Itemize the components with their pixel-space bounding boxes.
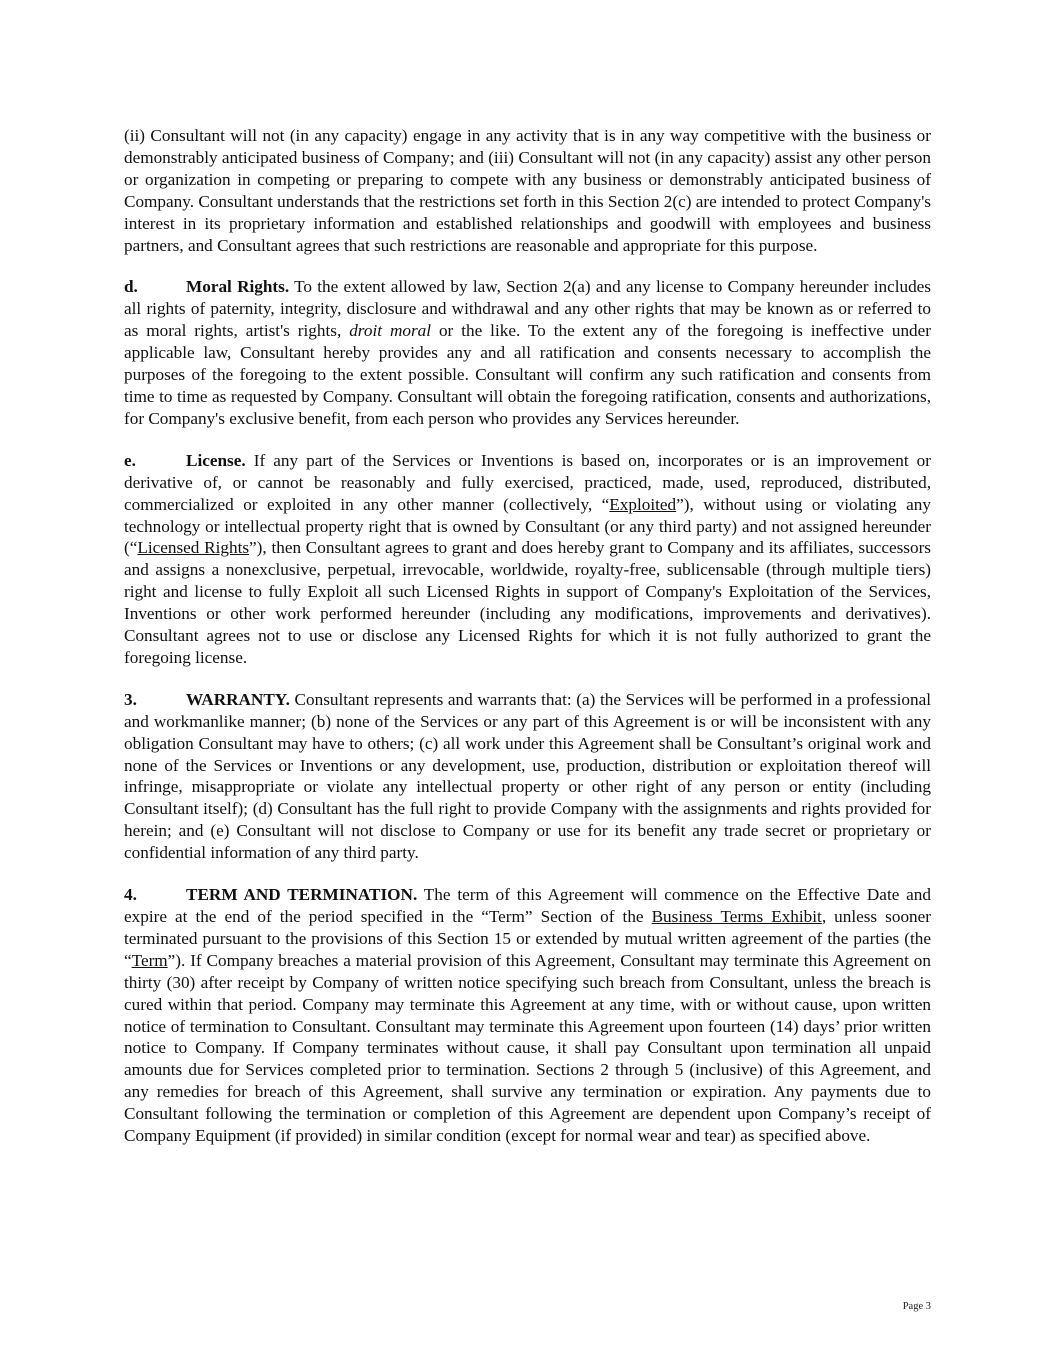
paragraph-text: or the like. To the extent any of the foregoing is ineffective under applicable law, Consultant hereby provides any and all ratification and consents necessary to accomplish the purposes of the foregoing to the extent possible. Consultant will confirm any such ratification and consents from time to time as requested by Company. Consultant will obtain the foregoing ratification, consents and authorizations, for Company's exclusive benefit, from each person who provides any Services hereunder. (124, 321, 932, 428)
paragraph-2c-continued (124, 125, 931, 256)
section-heading: License. (186, 450, 246, 470)
paragraph-text: (ii) Consultant will not (in any capacity) engage in any activity that is in any way competitive with the business or demonstrably anticipated business of Company; and (iii) Consultant will not (in any capacity) assist any other person or organization in competing or preparing to compete with any business or demonstrably anticipated business of Company. Consultant understands that the restrictions set forth in this Section 2(c) are intended to protect Company's interest in its proprietary information and established relationships and goodwill with employees and business partners, and Consultant agrees that such restrictions are reasonable and appropriate for this purpose. (124, 126, 931, 255)
section-heading: WARRANTY. (186, 689, 290, 709)
paragraph-text: The term of this Agreement will commence on the Effective Date and expire at the end of the period specified in the “Term” Section of the (124, 885, 931, 926)
section-number: e. (124, 450, 136, 470)
defined-term-term: Term (131, 950, 168, 970)
paragraph-text: If any part of the Services or Inventions is based on, incorporates or is an improvement or derivative of, or cannot be reasonably and fully exercised, practiced, made, used, reproduced, distributed, commercialized or exploited in any other manner (collectively, “ (124, 450, 931, 514)
document-page (124, 125, 931, 1167)
paragraph-text: Consultant represents and warrants that: (a) the Services will be performed in a professional and workmanlike manner; (b) none of the Services or any part of this Agreement is or will be inconsistent with any obligation Consultant may have to others; (c) all work under this Agreement shall be Consultant’s original work and none of the Services or Inventions or any development, use, production, distribution or exploitation thereof will infringe, misappropriate or violate any intellectual property or other right of any person or entity (including Consultant itself); (d) Consultant has the full right to provide Company with the assignments and rights provided for herein; and (e) Consultant will not disclose to Company or use for its benefit any trade secret or proprietary or confidential information of any third party. (124, 689, 931, 863)
page-number: Page 3 (902, 1301, 931, 1312)
section-number: d. (124, 277, 138, 297)
paragraph-d-moral-rights (124, 276, 931, 429)
defined-term-exploited: Exploited (609, 494, 677, 514)
paragraph-text: ”), then Consultant agrees to grant and does hereby grant to Company and its affiliates, successors and assigns a nonexclusive, perpetual, irrevocable, worldwide, royalty-free, sublicensable (through multiple tiers) right and license to fully Exploit all such Licensed Rights in support of Company's Exploitation of the Services, Inventions or other work performed hereunder (including any modifications, improvements and derivatives). Consultant agrees not to use or disclose any Licensed Rights for which it is not fully authorized to grant the foregoing license. (124, 538, 931, 667)
defined-term-business-terms-exhibit: Business Terms Exhibit (651, 907, 822, 926)
section-heading: Moral Rights. (186, 277, 290, 297)
paragraph-e-license (124, 450, 931, 669)
section-heading: TERM AND TERMINATION. (186, 885, 418, 905)
italic-term: droit moral (349, 321, 432, 341)
defined-term-licensed-rights: Licensed Rights (137, 538, 250, 558)
paragraph-text: , unless sooner terminated pursuant to the provisions of this Section 15 or extended by mutual written agreement of the parties (the “ (124, 907, 931, 970)
section-number: 4. (124, 885, 137, 905)
paragraph-4-term-and-termination (124, 884, 931, 1147)
paragraph-text: To the extent allowed by law, Section 2(a) and any license to Company hereunder includes all rights of paternity, integrity, disclosure and withdrawal and any other rights that may be known as or referred to as moral rights, artist's rights, (124, 277, 931, 341)
paragraph-3-warranty (124, 689, 931, 864)
section-number: 3. (124, 689, 137, 709)
paragraph-text: ”), without using or violating any technology or intellectual property right that is owned by Consultant (or any third party) and not assigned hereunder (“ (124, 494, 931, 558)
paragraph-text: ”). If Company breaches a material provision of this Agreement, Consultant may terminate this Agreement on thirty (30) after receipt by Company of written notice specifying such breach from Consultant, unless the breach is cured within that period. Company may terminate this Agreement at any time, with or without cause, upon written notice of termination to Consultant. Consultant may terminate this Agreement upon fourteen (14) days’ prior written notice to Company. If Company terminates without cause, it shall pay Consultant upon termination all unpaid amounts due for Services completed prior to termination. Sections 2 through 5 (inclusive) of this Agreement, and any remedies for breach of this Agreement, shall survive any termination or expiration. Any payments due to Consultant following the termination or completion of this Agreement are dependent upon Company’s receipt of Company Equipment (if provided) in similar condition (except for normal wear and tear) as specified above. (124, 950, 931, 1146)
